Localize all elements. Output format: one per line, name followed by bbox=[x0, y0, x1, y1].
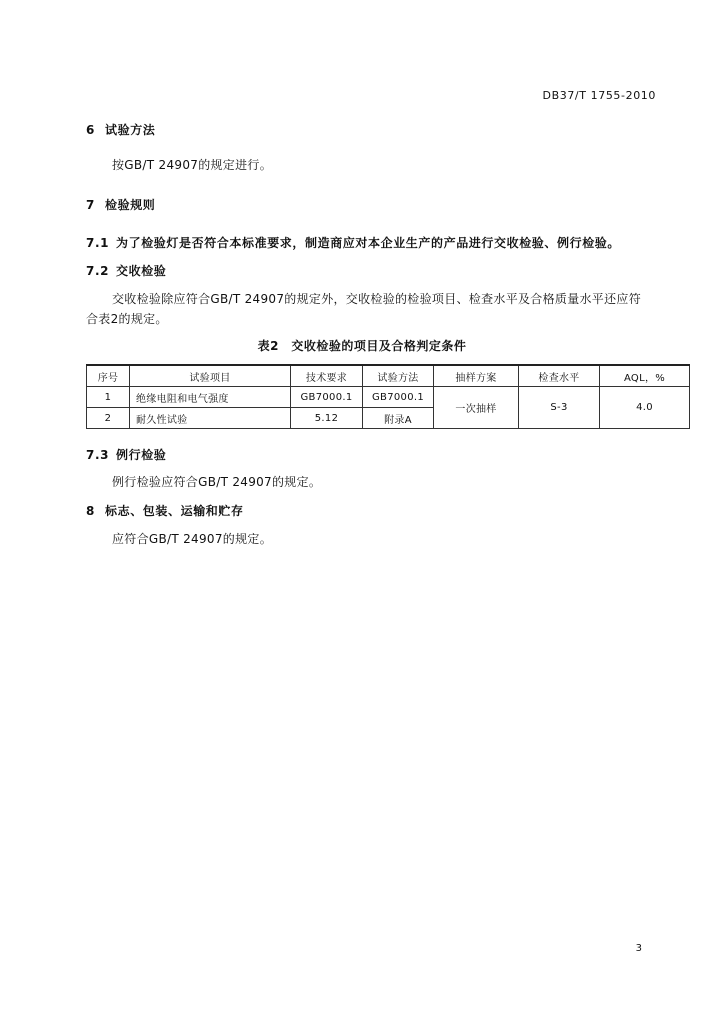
section-7-3-paragraph: 例行检验应符合GB/T 24907的规定。 bbox=[112, 475, 322, 489]
cell-requirement: GB7000.1 bbox=[291, 387, 363, 408]
section-number: 7.3 bbox=[86, 448, 110, 462]
section-number: 7 bbox=[86, 198, 95, 212]
acceptance-inspection-table bbox=[86, 364, 690, 429]
section-title: 为了检验灯是否符合本标准要求，制造商应对本企业生产的产品进行交收检验、例行检验。 bbox=[116, 236, 621, 250]
header-cell-sampling: 抽样方案 bbox=[434, 365, 519, 387]
header-cell-aql: AQL，% bbox=[600, 365, 690, 387]
section-7-2-heading bbox=[86, 262, 166, 279]
header-cell-item: 试验项目 bbox=[130, 365, 291, 387]
page-number: 3 bbox=[635, 943, 642, 954]
section-title: 交收检验 bbox=[116, 264, 167, 278]
header-cell-requirement: 技术要求 bbox=[291, 365, 363, 387]
cell-no: 2 bbox=[87, 408, 130, 429]
section-7-1-heading bbox=[86, 234, 620, 251]
section-7-3-heading bbox=[86, 446, 166, 463]
header-cell-level: 检查水平 bbox=[519, 365, 600, 387]
section-7-2-paragraph-line-2: 合表2的规定。 bbox=[86, 312, 168, 326]
section-number: 7.2 bbox=[86, 264, 110, 278]
section-6-heading bbox=[86, 121, 155, 138]
cell-level: S-3 bbox=[519, 387, 600, 429]
section-8-heading bbox=[86, 502, 244, 519]
section-title: 试验方法 bbox=[105, 123, 156, 137]
table-row bbox=[87, 387, 690, 408]
section-title: 检验规则 bbox=[105, 198, 156, 212]
cell-aql: 4.0 bbox=[600, 387, 690, 429]
section-number: 8 bbox=[86, 504, 95, 518]
section-title: 例行检验 bbox=[116, 448, 167, 462]
section-8-paragraph: 应符合GB/T 24907的规定。 bbox=[112, 532, 272, 546]
cell-no: 1 bbox=[87, 387, 130, 408]
cell-method: GB7000.1 bbox=[363, 387, 434, 408]
cell-requirement: 5.12 bbox=[291, 408, 363, 429]
cell-item: 耐久性试验 bbox=[130, 408, 291, 429]
section-number: 7.1 bbox=[86, 236, 110, 250]
section-7-heading bbox=[86, 196, 155, 213]
section-title: 标志、包装、运输和贮存 bbox=[105, 504, 244, 518]
section-6-paragraph: 按GB/T 24907的规定进行。 bbox=[112, 158, 272, 172]
table-header-row bbox=[87, 365, 690, 387]
cell-item: 绝缘电阻和电气强度 bbox=[130, 387, 291, 408]
section-7-2-paragraph-line-1: 交收检验除应符合GB/T 24907的规定外，交收检验的检验项目、检查水平及合格质量水平还应符 bbox=[112, 292, 641, 306]
document-code: DB37/T 1755-2010 bbox=[542, 89, 656, 102]
section-number: 6 bbox=[86, 123, 95, 137]
table-caption: 表2 交收检验的项目及合格判定条件 bbox=[257, 339, 467, 353]
cell-sampling: 一次抽样 bbox=[434, 387, 519, 429]
cell-method: 附录A bbox=[363, 408, 434, 429]
header-cell-no: 序号 bbox=[87, 365, 130, 387]
header-cell-method: 试验方法 bbox=[363, 365, 434, 387]
